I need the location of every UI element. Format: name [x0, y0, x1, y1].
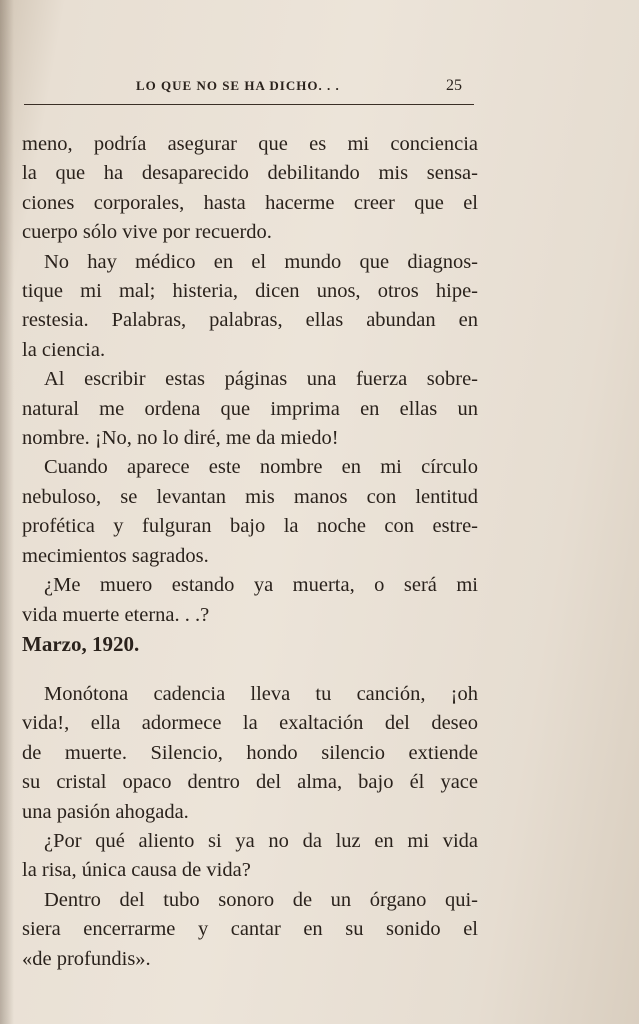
text-line: Dentro del tubo sonoro de un órgano qui-: [44, 888, 478, 911]
text-line: su cristal opaco dentro del alma, bajo él yace: [22, 771, 478, 794]
text-line: de muerte. Silencio, hondo silencio extiende: [22, 741, 478, 764]
body-text-block-2: [22, 680, 478, 974]
text-line: Al escribir estas páginas una fuerza sobre-: [44, 368, 478, 391]
text-line: la ciencia.: [22, 338, 106, 361]
running-header: [24, 74, 474, 105]
text-line: nombre. ¡No, no lo diré, me da miedo!: [22, 427, 339, 450]
page-gutter-shadow: [0, 0, 14, 1024]
text-line: vida muerte eterna. . .?: [22, 603, 210, 626]
text-line: nebuloso, se levantan mis manos con lentitud: [22, 485, 478, 508]
text-line: cuerpo sólo vive por recuerdo.: [22, 221, 272, 244]
text-line: No hay médico en el mundo que diagnos-: [44, 250, 478, 273]
text-line: la que ha desaparecido debilitando mis sensa-: [22, 162, 478, 185]
running-title: LO QUE NO SE HA DICHO. . .: [136, 78, 340, 93]
text-line: vida!, ella adormece la exaltación del deseo: [22, 712, 478, 735]
text-line: Monótona cadencia lleva tu canción, ¡oh: [44, 683, 478, 705]
body-text-block-1: [22, 130, 478, 630]
text-line: la risa, única causa de vida?: [22, 859, 251, 882]
text-line: natural me ordena que imprima en ellas un: [22, 397, 478, 420]
text-line: restesia. Palabras, palabras, ellas abundan en: [22, 309, 478, 332]
text-line: mecimientos sagrados.: [22, 544, 209, 567]
text-line: Cuando aparece este nombre en mi círculo: [44, 456, 478, 479]
text-line: ciones corporales, hasta hacerme creer que el: [22, 191, 478, 214]
text-line: ¿Por qué aliento si ya no da luz en mi vida: [44, 830, 478, 853]
text-line: «de profundis».: [22, 947, 151, 970]
text-line: siera encerrarme y cantar en su sonido el: [22, 918, 478, 941]
text-line: tique mi mal; histeria, dicen unos, otros hipe-: [22, 280, 478, 303]
text-line: una pasión ahogada.: [22, 800, 189, 823]
text-line: ¿Me muero estando ya muerta, o será mi: [44, 574, 478, 597]
page-number: 25: [446, 77, 462, 94]
text-line: meno, podría asegurar que es mi conciencia: [22, 133, 478, 155]
section-heading: Marzo, 1920.: [22, 632, 140, 656]
text-line: profética y fulguran bajo la noche con estre-: [22, 515, 478, 538]
